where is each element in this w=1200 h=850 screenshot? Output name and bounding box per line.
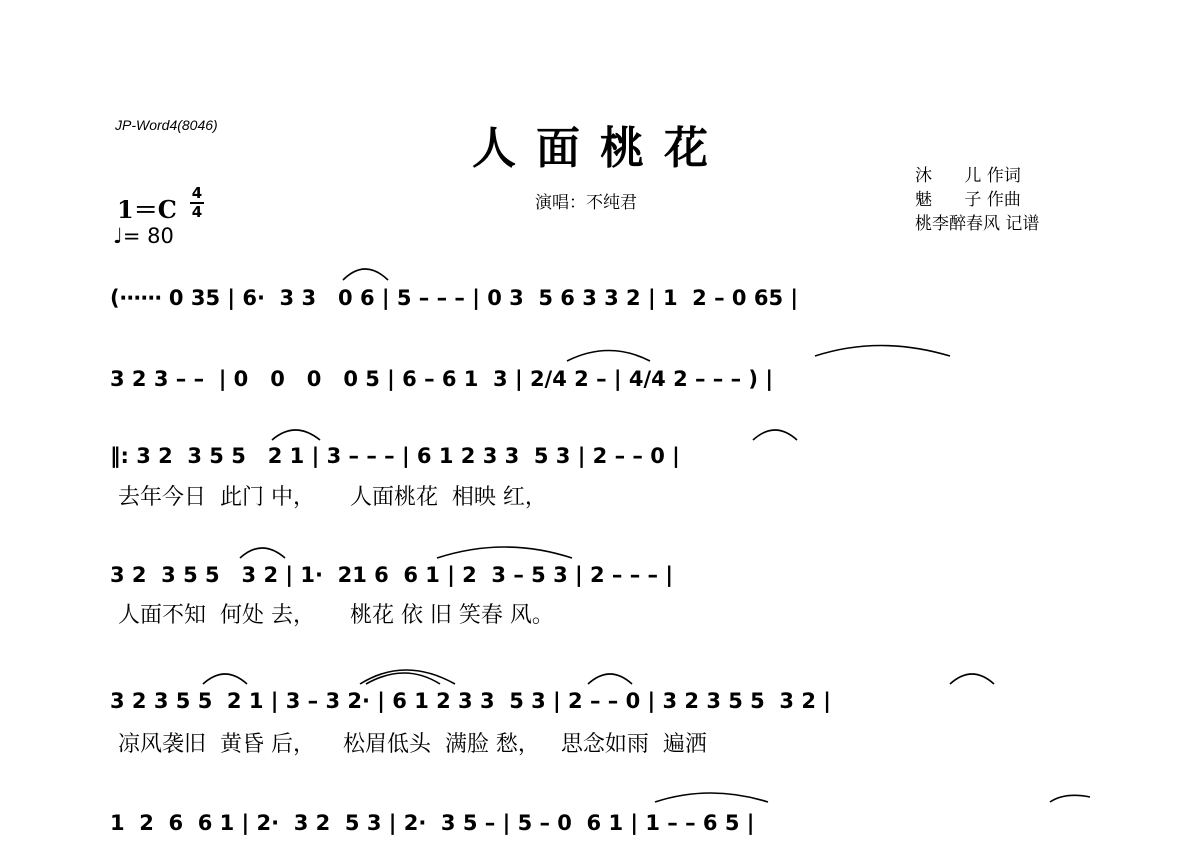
- composer-credit: 魅 子 作曲: [915, 190, 1021, 210]
- slur-mark: [567, 351, 650, 362]
- meter-bottom: 4: [191, 203, 203, 221]
- slur-mark: [815, 346, 950, 357]
- slur-mark: [203, 674, 247, 684]
- meter-top: 4: [191, 184, 203, 202]
- software-watermark: JP-Word4(8046): [115, 117, 218, 133]
- transcriber-credit: 桃李醉春风 记谱: [915, 214, 1040, 234]
- tempo-marking: ♩= 80: [113, 224, 174, 248]
- lyric-line-3: 去年今日 此门 中， 人面桃花 相映 红，: [118, 485, 547, 510]
- notation-line-5: 3 2 3 5 5 2 1 | 3 – 3 2· | 6 1 2 3 3 5 3 | 2 – – 0 | 3 2 3 5 5 3 2 |: [110, 689, 831, 713]
- slur-mark: [950, 674, 994, 684]
- notation-line-2: 3 2 3 – – | 0 0 0 0 5 | 6 – 6 1 3 | 2/4 2 – | 4/4 2 – – – ) |: [110, 367, 773, 391]
- slur-mark: [272, 430, 320, 440]
- notation-line-3: ‖: 3 2 3 5 5 2 1 | 3 – – – | 6 1 2 3 3 5 3 | 2 – – 0 |: [110, 444, 680, 468]
- slur-mark: [1050, 795, 1090, 802]
- slur-mark: [360, 670, 455, 684]
- singer-credit: 演唱：不纯君: [535, 193, 637, 213]
- notation-line-1: (⋯⋯ 0 35 | 6· 3 3 0 6 | 5 – – – | 0 3 5 6 3 3 2 | 1 2 – 0 65 |: [110, 286, 799, 310]
- slur-mark: [588, 674, 632, 684]
- song-title: 人面桃花: [472, 123, 728, 174]
- lyric-line-4: 人面不知 何处 去， 桃花 依 旧 笑春 风。: [118, 603, 554, 628]
- slur-mark: [437, 547, 572, 558]
- notation-line-4: 3 2 3 5 5 3 2 | 1· 21 6 6 1 | 2 3 – 5 3 | 2 – – – |: [110, 563, 674, 587]
- slur-mark: [753, 430, 797, 440]
- lyric-line-5: 凉风袭旧 黄昏 后， 松眉低头 满脸 愁， 思念如雨 遍洒: [118, 732, 707, 757]
- key-signature: 1＝C: [117, 195, 177, 224]
- slur-mark: [240, 548, 285, 558]
- lyricist-credit: 沐 儿 作词: [915, 166, 1021, 186]
- notation-line-6: 1 2 6 6 1 | 2· 3 2 5 3 | 2· 3 5 – | 5 – 0 6 1 | 1 – – 6 5 |: [110, 811, 755, 835]
- slur-mark: [343, 269, 388, 280]
- slur-mark: [655, 793, 768, 802]
